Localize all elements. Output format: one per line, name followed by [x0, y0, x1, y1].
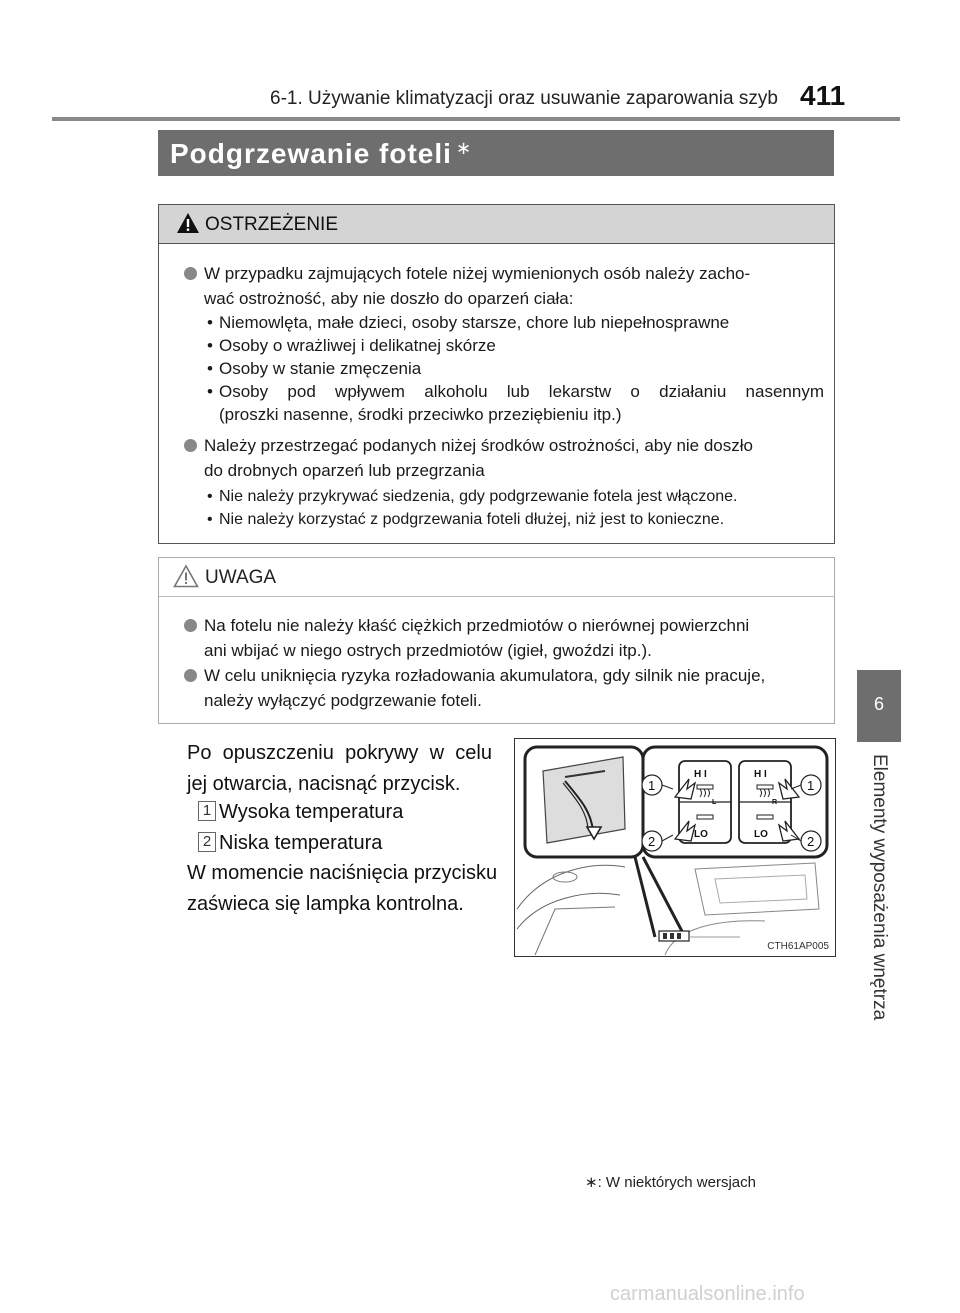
warning-subitem-text: Osoby pod wpływem alkoholu lub lekarstw o działaniu nasennym — [219, 382, 824, 401]
page-title-text: Podgrzewanie foteli — [170, 138, 452, 169]
notice-item-2-line1: W celu uniknięcia ryzyka rozładowania akumulatora, gdy silnik nie pracuje, — [204, 666, 766, 685]
warning-subitem: • Niemowlęta, małe dzieci, osoby starsze, chore lub niepełnosprawne — [207, 311, 824, 334]
warning-subitem-text: Nie należy przykrywać siedzenia, gdy podgrzewanie fotela jest włączone. — [219, 488, 738, 505]
warning-header — [159, 205, 834, 244]
bullet-dot — [184, 669, 197, 682]
warning-subitem: • Osoby pod wpływem alkoholu lub lekarstw o działaniu nasennym — [207, 382, 824, 401]
body-line-3: W momencie naciśnięcia przycisku — [187, 862, 498, 884]
left-seat-label: L — [712, 799, 717, 806]
seat-heater-illustration — [514, 738, 836, 957]
warning-item-1-line1: W przypadku zajmujących fotele niżej wymienionych osób należy zacho- — [204, 264, 751, 283]
notice-item-2-line2: należy wyłączyć podgrzewanie foteli. — [204, 691, 482, 710]
warning-item-2 — [184, 433, 824, 483]
warning-subitem: • Nie należy korzystać z podgrzewania foteli dłużej, niż jest to konieczne. — [207, 508, 824, 531]
notice-item-1-line1: Na fotelu nie należy kłaść ciężkich przedmiotów o nierównej powierzchni — [204, 616, 750, 635]
warning-subitem: • Nie należy przykrywać siedzenia, gdy podgrzewanie fotela jest włączone. — [207, 485, 824, 508]
notice-item-2 — [184, 663, 824, 713]
footnote — [585, 1173, 756, 1191]
callout-1-right: 1 — [807, 778, 815, 793]
callout-number: 1 — [198, 801, 216, 821]
warning-subitem-text: Osoby w stanie zmęczenia — [219, 359, 422, 378]
caution-triangle-icon — [173, 564, 199, 588]
notice-item-1 — [184, 613, 824, 663]
footnote-text: : W niektórych wersjach — [597, 1174, 756, 1191]
notice-item-1-line2: ani wbijać w niego ostrych przedmiotów (igieł, gwoździ itp.). — [204, 641, 652, 660]
chapter-tab — [857, 670, 901, 742]
body-line-4: zaświeca się lampka kontrolna. — [187, 893, 464, 915]
page-title — [170, 138, 472, 170]
option-high — [198, 797, 498, 827]
warning-subitem: • Osoby o wrażliwej i delikatnej skórze — [207, 334, 824, 357]
page-title-bar — [158, 130, 834, 176]
callout-number: 2 — [198, 832, 216, 852]
option-label: Niska temperatura — [219, 832, 383, 854]
left-lo-label: LO — [694, 829, 708, 840]
warning-subitem-text: Nie należy korzystać z podgrzewania foteli dłużej, niż jest to konieczne. — [219, 511, 725, 528]
chapter-title-vertical — [869, 754, 908, 1044]
warning-item-1 — [184, 261, 824, 311]
warning-subitem-continuation — [207, 403, 824, 426]
warning-box — [158, 204, 835, 544]
option-low — [198, 828, 498, 858]
warning-subitem-text: Osoby o wrażliwej i delikatnej skórze — [219, 336, 496, 355]
warning-item-2-line2: do drobnych oparzeń lub przegrzania — [204, 461, 485, 480]
right-hi-label: H I — [754, 769, 767, 780]
body-line-2: jej otwarcia, nacisnąć przycisk. — [187, 773, 461, 795]
watermark: carmanualsonline.info — [610, 1283, 805, 1305]
warning-subitem-text: Niemowlęta, małe dzieci, osoby starsze, chore lub niepełnosprawne — [219, 313, 730, 332]
option-label: Wysoka temperatura — [219, 801, 404, 823]
left-hi-label: H I — [694, 769, 707, 780]
callout-2-left: 2 — [648, 834, 656, 849]
bullet-dot — [184, 619, 197, 632]
right-lo-label: LO — [754, 829, 768, 840]
section-header: 6-1. Używanie klimatyzacji oraz usuwanie zaparowania szyb — [270, 88, 778, 109]
bullet-dot — [184, 439, 197, 452]
warning-item-2-line1: Należy przestrzegać podanych niżej środków ostrożności, aby nie doszło — [204, 436, 753, 455]
title-asterisk: ∗ — [455, 138, 473, 158]
chapter-title: Elementy wyposażenia wnętrza — [869, 754, 890, 1021]
figure-code: CTH61AP005 — [767, 941, 829, 952]
callout-2-right: 2 — [807, 834, 815, 849]
dashboard-drawing — [515, 739, 835, 956]
header-rule — [52, 117, 900, 121]
callout-1-left: 1 — [648, 778, 656, 793]
warning-subitem-text: (proszki nasenne, środki przeciwko przeziębieniu itp.) — [219, 405, 622, 424]
warning-subitem: • Osoby w stanie zmęczenia — [207, 357, 824, 380]
notice-label: UWAGA — [205, 567, 277, 588]
bullet-dot — [184, 267, 197, 280]
notice-header — [159, 558, 834, 597]
warning-label: OSTRZEŻENIE — [205, 214, 339, 235]
body-line-1: Po opuszczeniu pokrywy w celu — [187, 742, 492, 764]
page-number: 411 — [800, 80, 846, 111]
footnote-mark: ∗ — [585, 1174, 598, 1191]
warning-item-1-line2: wać ostrożność, aby nie doszło do oparzeń ciała: — [204, 289, 574, 308]
notice-box — [158, 557, 835, 724]
right-seat-label: R — [772, 799, 778, 806]
warning-triangle-icon — [176, 212, 200, 234]
chapter-number: 6 — [873, 694, 884, 714]
